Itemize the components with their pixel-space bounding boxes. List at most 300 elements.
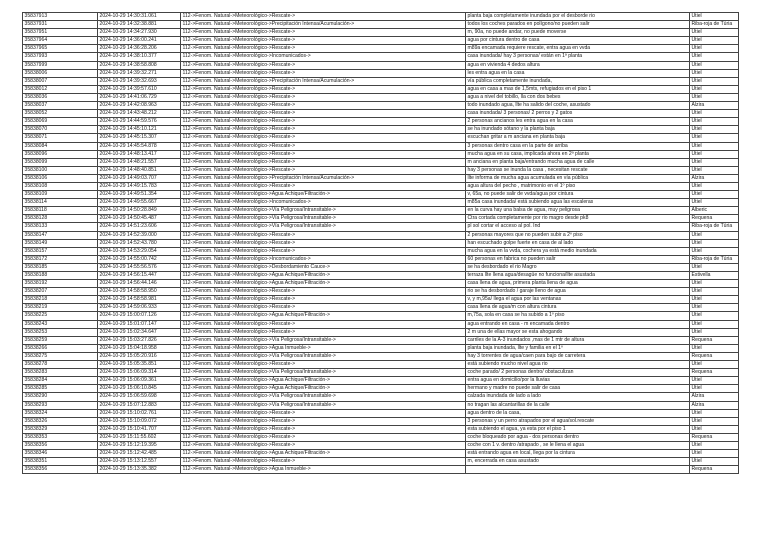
municipality-cell: Utiel — [690, 239, 739, 247]
municipality-cell: Utiel — [690, 166, 739, 174]
municipality-cell: Utiel — [690, 304, 739, 312]
datetime-cell: 2024-10-29 15:03:27.826 — [98, 336, 181, 344]
municipality-cell: Utiel — [690, 134, 739, 142]
incident-id-cell: 35837993 — [23, 53, 98, 61]
table-row — [23, 53, 739, 61]
municipality-cell: Utiel — [690, 441, 739, 449]
municipality-cell: Requena — [690, 369, 739, 377]
incident-type-cell: 112->Fenom. Natural->Meteorológico->Agua Achique/Filtración-> — [181, 272, 466, 280]
description-cell: agua en vivienda 4 dedos altura — [466, 61, 690, 69]
municipality-cell: Riba-roja de Túria — [690, 255, 739, 263]
datetime-cell: 2024-10-29 14:50:45.487 — [98, 215, 181, 223]
incident-id-cell: 35838219 — [23, 304, 98, 312]
datetime-cell: 2024-10-29 15:04:18.958 — [98, 344, 181, 352]
datetime-cell: 2024-10-29 14:45:10.121 — [98, 126, 181, 134]
description-cell: agua dentro de la casa, — [466, 409, 690, 417]
incident-type-cell: 112->Fenom. Natural->Meteorológico->Rescate-> — [181, 182, 466, 190]
incident-type-cell: 112->Fenom. Natural->Meteorológico->Rescate-> — [181, 45, 466, 53]
datetime-cell: 2024-10-29 14:45:54.878 — [98, 142, 181, 150]
datetime-cell: 2024-10-29 14:32:38.881 — [98, 21, 181, 29]
table-row — [23, 37, 739, 45]
table-row — [23, 142, 739, 150]
incident-id-cell: 35838070 — [23, 126, 98, 134]
table-row — [23, 207, 739, 215]
description-cell: 3 personas y un perro atrapados por el agua/sol.rescate — [466, 417, 690, 425]
municipality-cell: Utiel — [690, 61, 739, 69]
incident-id-cell: 35838243 — [23, 320, 98, 328]
incident-id-cell: 35838259 — [23, 336, 98, 344]
description-cell: carriles de la A-3 inundados ,mas de 1 mtr de altura — [466, 336, 690, 344]
table-row — [23, 296, 739, 304]
municipality-cell: Utiel — [690, 126, 739, 134]
incident-type-cell: 112->Fenom. Natural->Meteorológico->Rescate-> — [181, 158, 466, 166]
datetime-cell: 2024-10-29 14:49:03.707 — [98, 174, 181, 182]
description-cell: casa inundada/ hay 3 personas/ están en 1ª planta — [466, 53, 690, 61]
table-row — [23, 21, 739, 29]
table-row — [23, 433, 739, 441]
datetime-cell: 2024-10-29 14:45:15.307 — [98, 134, 181, 142]
description-cell: m89a encamada requiere rescate, entra agua en vvda — [466, 45, 690, 53]
municipality-cell: Alzira — [690, 393, 739, 401]
table-row — [23, 174, 739, 182]
municipality-cell: Utiel — [690, 191, 739, 199]
municipality-cell: Utiel — [690, 150, 739, 158]
description-cell: han escuchado golpe fuerte en casa de al lado — [466, 239, 690, 247]
municipality-cell: Alzira — [690, 401, 739, 409]
description-cell: vía pública completamente inundada, — [466, 77, 690, 85]
incident-type-cell: 112->Fenom. Natural->Meteorológico->Rescate-> — [181, 126, 466, 134]
municipality-cell: Utiel — [690, 85, 739, 93]
datetime-cell: 2024-10-29 14:48:13.417 — [98, 150, 181, 158]
table-row — [23, 191, 739, 199]
table-row — [23, 369, 739, 377]
incident-id-cell: 35838096 — [23, 150, 98, 158]
datetime-cell: 2024-10-29 14:30:31.061 — [98, 13, 181, 21]
incident-id-cell: 35838346 — [23, 450, 98, 458]
table-row — [23, 320, 739, 328]
incident-id-cell: 35838185 — [23, 263, 98, 271]
incident-type-cell: 112->Fenom. Natural->Meteorológico->Rescate-> — [181, 417, 466, 425]
municipality-cell: Requena — [690, 466, 739, 474]
table-row — [23, 45, 739, 53]
incident-type-cell: 112->Fenom. Natural->Meteorológico->Rescate-> — [181, 433, 466, 441]
incident-id-cell: 35837964 — [23, 37, 98, 45]
incident-id-cell: 35837965 — [23, 45, 98, 53]
incident-id-cell: 35838100 — [23, 166, 98, 174]
description-cell: hermano y madre no puede salir de casa — [466, 385, 690, 393]
incident-id-cell: 35838036 — [23, 93, 98, 101]
incident-type-cell: 112->Fenom. Natural->Meteorológico->Rescate-> — [181, 441, 466, 449]
table-row — [23, 166, 739, 174]
municipality-cell: Utiel — [690, 385, 739, 393]
table-row — [23, 239, 739, 247]
datetime-cell: 2024-10-29 15:13:12.557 — [98, 458, 181, 466]
incident-id-cell: 35838147 — [23, 231, 98, 239]
municipality-cell: Utiel — [690, 344, 739, 352]
incident-id-cell: 35838172 — [23, 255, 98, 263]
incident-id-cell: 35838207 — [23, 288, 98, 296]
incident-type-cell: 112->Fenom. Natural->Meteorológico->Rescate-> — [181, 69, 466, 77]
description-cell: pl sol cortar el acceso al pol. Ind — [466, 223, 690, 231]
table-row — [23, 272, 739, 280]
municipality-cell: Utiel — [690, 93, 739, 101]
incident-id-cell: 35838188 — [23, 272, 98, 280]
municipality-cell: Utiel — [690, 37, 739, 45]
incident-id-cell: 35838157 — [23, 247, 98, 255]
incident-id-cell: 35838285 — [23, 385, 98, 393]
incident-id-cell: 35838109 — [23, 191, 98, 199]
incident-type-cell: 112->Fenom. Natural->Meteorológico->Agua Achique/Filtración-> — [181, 385, 466, 393]
incident-type-cell: 112->Fenom. Natural->Meteorológico->Rescate-> — [181, 61, 466, 69]
incident-id-cell: 35838037 — [23, 102, 98, 110]
table-row — [23, 401, 739, 409]
incident-type-cell: 112->Fenom. Natural->Meteorológico->Rescate-> — [181, 361, 466, 369]
description-cell: coche con 1 v. dentro /atrapado , se le llena el agua — [466, 441, 690, 449]
municipality-cell: Utiel — [690, 288, 739, 296]
table-row — [23, 312, 739, 320]
datetime-cell: 2024-10-29 14:48:21.557 — [98, 158, 181, 166]
datetime-cell: 2024-10-29 15:06:10.845 — [98, 385, 181, 393]
table-row — [23, 255, 739, 263]
incident-type-cell: 112->Fenom. Natural->Meteorológico->Rescate-> — [181, 409, 466, 417]
datetime-cell: 2024-10-29 14:58:58.981 — [98, 296, 181, 304]
table-row — [23, 110, 739, 118]
incident-type-cell: 112->Fenom. Natural->Meteorológico->Incomunicados-> — [181, 53, 466, 61]
table-row — [23, 118, 739, 126]
description-cell: coche parado/ 2 personas dentro/ obstaculizan — [466, 369, 690, 377]
incident-id-cell: 35838353 — [23, 433, 98, 441]
table-row — [23, 328, 739, 336]
description-cell — [466, 466, 690, 474]
table-row — [23, 280, 739, 288]
incident-type-cell: 112->Fenom. Natural->Meteorológico->Rescate-> — [181, 102, 466, 110]
incident-id-cell: 35838012 — [23, 85, 98, 93]
datetime-cell: 2024-10-29 14:39:57.610 — [98, 85, 181, 93]
table-row — [23, 377, 739, 385]
table-row — [23, 336, 739, 344]
table-row — [23, 13, 739, 21]
description-cell: todo inundado agua, llte ha salido del coche, asustado — [466, 102, 690, 110]
incident-type-cell: 112->Fenom. Natural->Meteorológico->Agua Achique/Filtración-> — [181, 312, 466, 320]
description-cell: esta subiendo el agua, ya esta por el piso 1 — [466, 425, 690, 433]
incident-type-cell: 112->Fenom. Natural->Meteorológico->Rescate-> — [181, 425, 466, 433]
table-row — [23, 69, 739, 77]
description-cell: terraza llte llena agua/desagüe no funciona/llte asustada — [466, 272, 690, 280]
datetime-cell: 2024-10-29 15:10:09.072 — [98, 417, 181, 425]
datetime-cell: 2024-10-29 15:06:59.698 — [98, 393, 181, 401]
description-cell: planta baja inundada, llte y familia en el 1º — [466, 344, 690, 352]
incident-type-cell: 112->Fenom. Natural->Meteorológico->Incomunicados-> — [181, 255, 466, 263]
description-cell: v, 65a, no puede salir de vvda/agua por cintura — [466, 191, 690, 199]
incident-type-cell: 112->Fenom. Natural->Meteorológico->Incomunicados-> — [181, 199, 466, 207]
datetime-cell: 2024-10-29 14:38:10.377 — [98, 53, 181, 61]
incident-id-cell: 35838225 — [23, 312, 98, 320]
municipality-cell: Utiel — [690, 425, 739, 433]
table-row — [23, 29, 739, 37]
municipality-cell: Utiel — [690, 231, 739, 239]
incident-type-cell: 112->Fenom. Natural->Meteorológico->Agua Inmueble-> — [181, 466, 466, 474]
incident-type-cell: 112->Fenom. Natural->Meteorológico->Rescate-> — [181, 288, 466, 296]
municipality-cell: Utiel — [690, 69, 739, 77]
description-cell: no tragan las alcantarillas de la calle — [466, 401, 690, 409]
description-cell: casa llena de agua/m con altura cintura — [466, 304, 690, 312]
description-cell: m, encerrada en casa asustado — [466, 458, 690, 466]
incident-id-cell: 35838128 — [23, 215, 98, 223]
municipality-cell: Utiel — [690, 328, 739, 336]
datetime-cell: 2024-10-29 14:48:40.851 — [98, 166, 181, 174]
datetime-cell: 2024-10-29 14:59:06.933 — [98, 304, 181, 312]
incident-id-cell: 35838007 — [23, 77, 98, 85]
incident-type-cell: 112->Fenom. Natural->Meteorológico->Rescate-> — [181, 134, 466, 142]
municipality-cell: Utiel — [690, 247, 739, 255]
description-cell: entra agua en domicilio/por la lluvias — [466, 377, 690, 385]
incident-id-cell: 35838278 — [23, 361, 98, 369]
datetime-cell: 2024-10-29 14:39:32.271 — [98, 69, 181, 77]
incident-type-cell: 112->Fenom. Natural->Meteorológico->Rescate-> — [181, 247, 466, 255]
incident-id-cell: 35838192 — [23, 280, 98, 288]
description-cell: agua altura del pecho , matrimonio en el 1º piso — [466, 182, 690, 190]
municipality-cell: Utiel — [690, 409, 739, 417]
table-row — [23, 450, 739, 458]
table-row — [23, 441, 739, 449]
description-cell: agua por cintura dentro de casa — [466, 37, 690, 45]
incident-id-cell: 35838118 — [23, 207, 98, 215]
incident-type-cell: 112->Fenom. Natural->Meteorológico->Vía Peligrosa/Intransitable-> — [181, 223, 466, 231]
incident-type-cell: 112->Fenom. Natural->Meteorológico->Rescate-> — [181, 231, 466, 239]
description-cell: 2 m una de ellas mayor se esta ahogando — [466, 328, 690, 336]
datetime-cell: 2024-10-29 15:06:09.361 — [98, 377, 181, 385]
datetime-cell: 2024-10-29 14:52:43.780 — [98, 239, 181, 247]
description-cell: m,75a, sola en casa se ha subido a 1º piso — [466, 312, 690, 320]
incident-log-table — [22, 12, 739, 474]
municipality-cell: Utiel — [690, 320, 739, 328]
description-cell: v, y m,95a/ llega el agua por las ventanas — [466, 296, 690, 304]
municipality-cell: Utiel — [690, 45, 739, 53]
description-cell: les entra agua en la casa — [466, 69, 690, 77]
datetime-cell: 2024-10-29 14:44:59.576 — [98, 118, 181, 126]
datetime-cell: 2024-10-29 14:49:55.667 — [98, 199, 181, 207]
municipality-cell: Utiel — [690, 296, 739, 304]
table-row — [23, 352, 739, 360]
incident-id-cell: 35838253 — [23, 328, 98, 336]
description-cell: se ha desbordado el rio Magro — [466, 263, 690, 271]
incident-id-cell: 35838006 — [23, 69, 98, 77]
datetime-cell: 2024-10-29 14:42:08.963 — [98, 102, 181, 110]
table-row — [23, 361, 739, 369]
incident-type-cell: 112->Fenom. Natural->Meteorológico->Rescate-> — [181, 118, 466, 126]
incident-type-cell: 112->Fenom. Natural->Meteorológico->Vía Peligrosa/Intransitable-> — [181, 393, 466, 401]
datetime-cell: 2024-10-29 14:50:28.849 — [98, 207, 181, 215]
municipality-cell: Utiel — [690, 142, 739, 150]
incident-type-cell: 112->Fenom. Natural->Meteorológico->Vía Peligrosa/Intransitable-> — [181, 215, 466, 223]
incident-type-cell: 112->Fenom. Natural->Meteorológico->Vía Peligrosa/Intransitable-> — [181, 401, 466, 409]
incident-log-body — [23, 13, 739, 474]
table-row — [23, 458, 739, 466]
table-row — [23, 304, 739, 312]
municipality-cell: Utiel — [690, 263, 739, 271]
incident-id-cell: 35838133 — [23, 223, 98, 231]
description-cell: calzada inundada de lado a lado — [466, 393, 690, 401]
incident-type-cell: 112->Fenom. Natural->Meteorológico->Agua Achique/Filtración-> — [181, 450, 466, 458]
incident-id-cell: 35838108 — [23, 182, 98, 190]
table-row — [23, 102, 739, 110]
description-cell: 2 personas ancianos les entra agua en la casa — [466, 118, 690, 126]
incident-id-cell: 35837999 — [23, 61, 98, 69]
incident-type-cell: 112->Fenom. Natural->Meteorológico->Rescate-> — [181, 320, 466, 328]
description-cell: agua en casa a mas de 1,5mts, refugiados en el piso 1 — [466, 85, 690, 93]
table-row — [23, 409, 739, 417]
datetime-cell: 2024-10-29 14:58:58.950 — [98, 288, 181, 296]
table-row — [23, 263, 739, 271]
description-cell: escuchan gritar a m anciana en planta baja — [466, 134, 690, 142]
description-cell: planta baja completamente inundada por el desborde rio — [466, 13, 690, 21]
table-row — [23, 134, 739, 142]
table-row — [23, 223, 739, 231]
municipality-cell: Utiel — [690, 458, 739, 466]
incident-id-cell: 35838283 — [23, 369, 98, 377]
table-row — [23, 425, 739, 433]
datetime-cell: 2024-10-29 15:06:09.314 — [98, 369, 181, 377]
municipality-cell: Utiel — [690, 377, 739, 385]
incident-type-cell: 112->Fenom. Natural->Meteorológico->Agua Inmueble-> — [181, 344, 466, 352]
datetime-cell: 2024-10-29 14:43:48.212 — [98, 110, 181, 118]
description-cell: llte informa de mucha agua acumulada en vía pública — [466, 174, 690, 182]
description-cell: 60 personas en fabrica no pueden salir — [466, 255, 690, 263]
municipality-cell: Requena — [690, 352, 739, 360]
table-row — [23, 158, 739, 166]
description-cell: está subiendo mucho nivel agua rio — [466, 361, 690, 369]
municipality-cell: Requena — [690, 215, 739, 223]
municipality-cell: Utiel — [690, 29, 739, 37]
incident-type-cell: 112->Fenom. Natural->Meteorológico->Rescate-> — [181, 239, 466, 247]
datetime-cell: 2024-10-29 14:41:06.729 — [98, 93, 181, 101]
description-cell: hay 3 torrentes de agua/caen para bajo de carretera — [466, 352, 690, 360]
description-cell: agua entrando en casa - m encamada dentro — [466, 320, 690, 328]
municipality-cell: Utiel — [690, 361, 739, 369]
description-cell: mucha agua en la vvda, cochera ya está medio inundada — [466, 247, 690, 255]
incident-id-cell: 35838052 — [23, 110, 98, 118]
description-cell: 3 personas dentro casa en la parte de arriba — [466, 142, 690, 150]
incident-id-cell: 35838356 — [23, 466, 98, 474]
incident-type-cell: 112->Fenom. Natural->Meteorológico->Agua Achique/Filtración-> — [181, 191, 466, 199]
datetime-cell: 2024-10-29 14:36:28.206 — [98, 45, 181, 53]
table-row — [23, 231, 739, 239]
incident-id-cell: 35838114 — [23, 199, 98, 207]
incident-id-cell: 35838069 — [23, 118, 98, 126]
incident-type-cell: 112->Fenom. Natural->Meteorológico->Vía Peligrosa/Intransitable-> — [181, 207, 466, 215]
datetime-cell: 2024-10-29 15:00:07.126 — [98, 312, 181, 320]
table-row — [23, 393, 739, 401]
table-row — [23, 215, 739, 223]
incident-type-cell: 112->Fenom. Natural->Meteorológico->Agua Achique/Filtración-> — [181, 377, 466, 385]
incident-id-cell: 35838275 — [23, 352, 98, 360]
datetime-cell: 2024-10-29 15:10:02.761 — [98, 409, 181, 417]
description-cell: se ha inundado sótano y la planta baja — [466, 126, 690, 134]
description-cell: coche bloqueado por agua - dos personas dentro — [466, 433, 690, 441]
municipality-cell: Utiel — [690, 158, 739, 166]
incident-id-cell: 35838149 — [23, 239, 98, 247]
description-cell: hay 3 personas se inunda la casa , necesitan rescate — [466, 166, 690, 174]
description-cell: casa inundada/ 3 personas/ 2 perros y 2 gatos — [466, 110, 690, 118]
incident-id-cell: 35837931 — [23, 21, 98, 29]
table-row — [23, 199, 739, 207]
description-cell: rio se ha desbordado / garaje lleno de agua — [466, 288, 690, 296]
incident-type-cell: 112->Fenom. Natural->Meteorológico->Precipitación Intensa/Acumulación-> — [181, 21, 466, 29]
incident-id-cell: 35838218 — [23, 296, 98, 304]
incident-type-cell: 112->Fenom. Natural->Meteorológico->Rescate-> — [181, 85, 466, 93]
incident-id-cell: 35838351 — [23, 458, 98, 466]
incident-id-cell: 35838071 — [23, 134, 98, 142]
description-cell: todos los coches parados en polígono/no pueden salir — [466, 21, 690, 29]
description-cell: 2 personas mayores que no pueden subir a 2º piso — [466, 231, 690, 239]
incident-type-cell: 112->Fenom. Natural->Meteorológico->Rescate-> — [181, 458, 466, 466]
municipality-cell: Utiel — [690, 110, 739, 118]
municipality-cell: Utiel — [690, 77, 739, 85]
incident-id-cell: 35838326 — [23, 417, 98, 425]
incident-id-cell: 35838290 — [23, 393, 98, 401]
incident-type-cell: 112->Fenom. Natural->Meteorológico->Rescate-> — [181, 304, 466, 312]
datetime-cell: 2024-10-29 14:56:15.447 — [98, 272, 181, 280]
datetime-cell: 2024-10-29 14:36:00.241 — [98, 37, 181, 45]
table-row — [23, 344, 739, 352]
municipality-cell: Utiel — [690, 450, 739, 458]
municipality-cell: Utiel — [690, 199, 739, 207]
table-row — [23, 417, 739, 425]
incident-type-cell: 112->Fenom. Natural->Meteorológico->Rescate-> — [181, 29, 466, 37]
description-cell: en la curva hay una balsa de agua, muy peligrosa — [466, 207, 690, 215]
incident-id-cell: 35837913 — [23, 13, 98, 21]
table-row — [23, 77, 739, 85]
municipality-cell: Alzira — [690, 102, 739, 110]
datetime-cell: 2024-10-29 15:05:35.851 — [98, 361, 181, 369]
incident-type-cell: 112->Fenom. Natural->Meteorológico->Agua Achique/Filtración-> — [181, 280, 466, 288]
incident-id-cell: 35838266 — [23, 344, 98, 352]
table-row — [23, 61, 739, 69]
datetime-cell: 2024-10-29 15:01:07.147 — [98, 320, 181, 328]
municipality-cell: Requena — [690, 336, 739, 344]
table-row — [23, 150, 739, 158]
incident-type-cell: 112->Fenom. Natural->Meteorológico->Rescate-> — [181, 296, 466, 304]
datetime-cell: 2024-10-29 15:02:34.647 — [98, 328, 181, 336]
municipality-cell: Utiel — [690, 312, 739, 320]
municipality-cell: Utiel — [690, 280, 739, 288]
incident-type-cell: 112->Fenom. Natural->Meteorológico->Rescate-> — [181, 328, 466, 336]
incident-type-cell: 112->Fenom. Natural->Meteorológico->Precipitación Intensa/Acumulación-> — [181, 174, 466, 182]
incident-id-cell: 35838293 — [23, 401, 98, 409]
incident-id-cell: 35838284 — [23, 377, 98, 385]
datetime-cell: 2024-10-29 15:07:12.883 — [98, 401, 181, 409]
incident-id-cell: 35838324 — [23, 409, 98, 417]
table-row — [23, 126, 739, 134]
description-cell: agua a nivel del tobillo, lla con dos bebes — [466, 93, 690, 101]
description-cell: m, 90a, no puede andar, no puede moverse — [466, 29, 690, 37]
datetime-cell: 2024-10-29 14:38:58.808 — [98, 61, 181, 69]
datetime-cell: 2024-10-29 15:13:35.382 — [98, 466, 181, 474]
incident-type-cell: 112->Fenom. Natural->Meteorológico->Rescate-> — [181, 13, 466, 21]
datetime-cell: 2024-10-29 14:34:27.930 — [98, 29, 181, 37]
municipality-cell: Utiel — [690, 53, 739, 61]
municipality-cell: Utiel — [690, 118, 739, 126]
incident-type-cell: 112->Fenom. Natural->Meteorológico->Rescate-> — [181, 110, 466, 118]
description-cell: mucha agua en su casa, implicada ahora en 2ª planta — [466, 150, 690, 158]
municipality-cell: Alzira — [690, 174, 739, 182]
datetime-cell: 2024-10-29 14:53:29.054 — [98, 247, 181, 255]
datetime-cell: 2024-10-29 15:05:20.916 — [98, 352, 181, 360]
incident-id-cell: 35838084 — [23, 142, 98, 150]
incident-id-cell: 35838099 — [23, 158, 98, 166]
municipality-cell: Utiel — [690, 13, 739, 21]
description-cell: m85a casa inundada/ está subiendo agua las escaleras — [466, 199, 690, 207]
